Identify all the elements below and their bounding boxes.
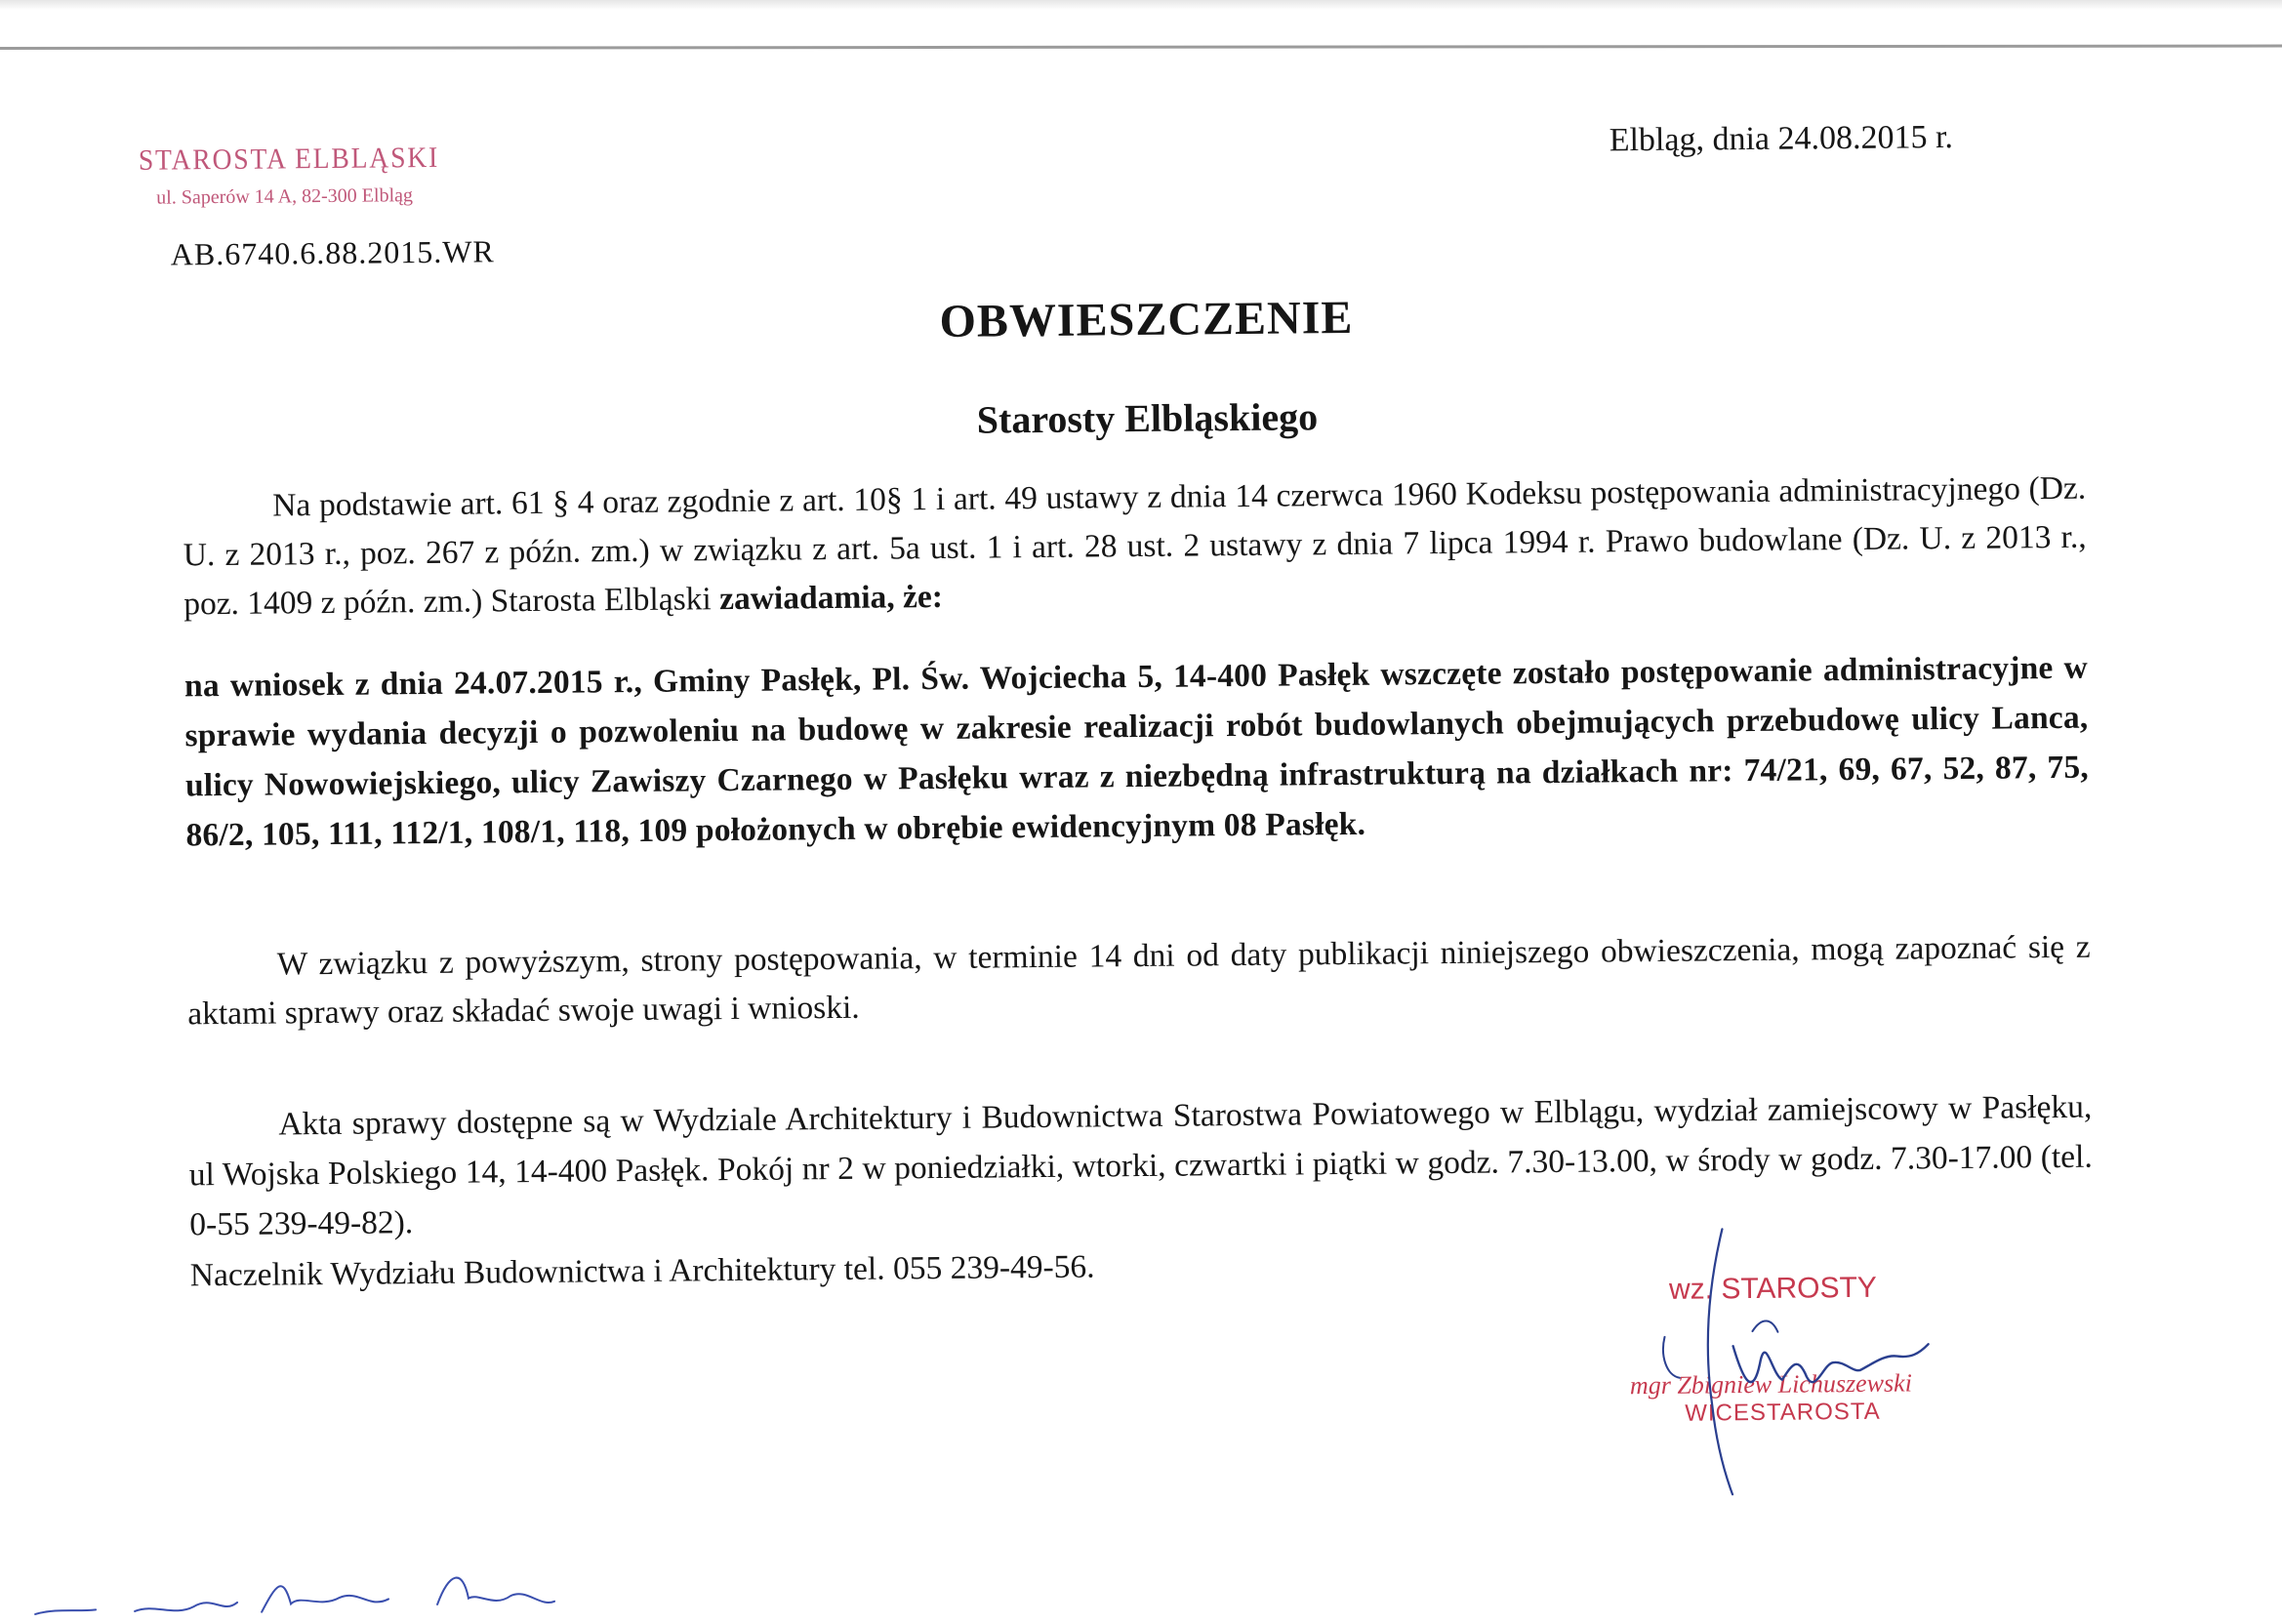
office-stamp bbox=[139, 143, 467, 210]
signature-stamp-on-behalf: wz. STAROSTY bbox=[1668, 1271, 1877, 1306]
department-head-contact: Naczelnik Wydziału Budownictwa i Architektury tel. 055 239-49-56. bbox=[189, 1248, 1095, 1294]
stamp-office-address: ul. Saperów 14 A, 82-300 Elbląg bbox=[156, 184, 414, 209]
signature-stamp-name: mgr Zbigniew Lichuszewski bbox=[1629, 1368, 1913, 1401]
document-title: OBWIESZCZENIE bbox=[939, 291, 1354, 347]
document-subtitle: Starosty Elbląskiego bbox=[976, 394, 1319, 442]
signature-stamp-position: WICESTAROSTA bbox=[1685, 1398, 1881, 1427]
notification-phrase: zawiadamia, że: bbox=[718, 578, 944, 618]
proceedings-paragraph: na wniosek z dnia 24.07.2015 r., Gminy Pasłęk, Pl. Św. Wojciecha 5, 14-400 Pasłęk wszczęte zostało postępowanie administracyjne w sprawie wydania decyzji o pozwoleniu na budowę w zakresie realizacji robót budowlanych obejmujących przebudowę ulicy Lanca, ulicy Nowowiejskiego, ulicy Zawiszy Czarnego w Pasłęku wraz z niezbędną infrastrukturą na działkach nr: 74/21, 69, 67, 52, 87, 75, 86/2, 105, 111, 112/1, 108/1, 118, 109 położonych w obrębie ewidencyjnym 08 Pasłęk. bbox=[183, 649, 2090, 854]
legal-basis-text: Na podstawie art. 61 § 4 oraz zgodnie z art. 10§ 1 i art. 49 ustawy z dnia 14 czerwca 1960 Kodeksu postępowania administracyjnego (Dz. U. z 2013 r., poz. 267 z późn. zm.) w związku z art. 5a ust. 1 i art. 28 ust. 2 ustawy z dnia 7 lipca 1994 r. Prawo budowlane (Dz. U. z 2013 r., poz. 1409 z późn. zm.) Starosta Elbląski bbox=[183, 469, 2087, 623]
case-reference-number: AB.6740.6.88.2015.WR bbox=[170, 233, 495, 272]
stamp-office-name: STAROSTA ELBLĄSKI bbox=[138, 141, 440, 177]
case-files-paragraph: Akta sprawy dostępne są w Wydziale Architektury i Budownictwa Starostwa Powiatowego w Elblągu, wydział zamiejscowy w Pasłęku, ul Wojska Polskiego 14, 14-400 Pasłęk. Pokój nr 2 w poniedziałki, wtorki, czwartki i piątki w godz. 7.30-13.00, w środy w godz. 7.30-17.00 (tel. 0-55 239-49-82). bbox=[188, 1088, 2093, 1243]
handwritten-signature-icon bbox=[1605, 1206, 2017, 1503]
place-and-date: Elbląg, dnia 24.08.2015 r. bbox=[1609, 118, 1954, 159]
parties-rights-paragraph: W związku z powyższym, strony postępowania, w terminie 14 dni od daty publikacji niniejszego obwieszczenia, mogą zapoznać się z aktami sprawy oraz składać swoje uwagi i wnioski. bbox=[187, 928, 2091, 1033]
legal-basis-paragraph bbox=[183, 465, 2087, 629]
